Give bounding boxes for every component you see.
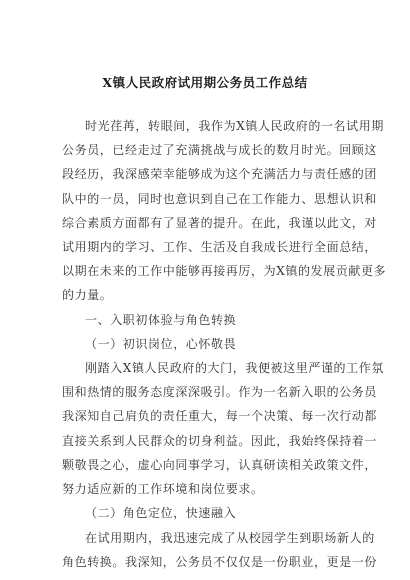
sub1-line-3: 我深知自己肩负的责任重大，每一个决策、每一次行动都 bbox=[62, 409, 378, 423]
document-title: X镇人民政府试用期公务员工作总结 bbox=[102, 75, 308, 90]
intro-line-1: 时光荏苒，转眼间，我作为X镇人民政府的一名试用期 bbox=[85, 119, 384, 133]
sub2-line-1: 在试用期内，我迅速完成了从校园学生到职场新人的 bbox=[85, 531, 375, 545]
intro-line-8: 的力量。 bbox=[62, 288, 113, 302]
intro-line-5: 综合素质方面都有了显著的提升。在此，我谨以此文，对 bbox=[62, 216, 378, 230]
sub1-line-6: 努力适应新的工作环境和岗位要求。 bbox=[62, 482, 264, 496]
subsection-1-heading: （一）初识岗位，心怀敬畏 bbox=[85, 337, 237, 351]
sub1-line-1: 刚踏入X镇人民政府的大门，我便被这里严谨的工作氛 bbox=[85, 361, 384, 375]
intro-line-2: 公务员，已经走过了充满挑战与成长的数月时光。回顾这 bbox=[62, 143, 378, 157]
intro-line-4: 队中的一员，同时也意识到自己在工作能力、思想认识和 bbox=[62, 192, 378, 206]
intro-line-3: 段经历，我深感荣幸能够成为这个充满活力与责任感的团 bbox=[62, 167, 378, 181]
sub1-line-2: 围和热情的服务态度深深吸引。作为一名新入职的公务员 bbox=[62, 385, 378, 399]
intro-line-6: 试用期内的学习、工作、生活及自我成长进行全面总结， bbox=[62, 240, 378, 254]
section-1-heading: 一、入职初体验与角色转换 bbox=[85, 313, 237, 327]
sub2-line-2: 角色转换。我深知，公务员不仅仅是一份职业，更是一份 bbox=[62, 555, 378, 569]
sub1-line-5: 颗敬畏之心，虚心向同事学习，认真研读相关政策文件， bbox=[62, 458, 378, 472]
subsection-2-heading: （二）角色定位，快速融入 bbox=[85, 506, 237, 520]
sub1-line-4: 直接关系到人民群众的切身利益。因此，我始终保持着一 bbox=[62, 434, 378, 448]
intro-line-7: 以期在未来的工作中能够再接再厉，为X镇的发展贡献更多 bbox=[62, 264, 387, 278]
